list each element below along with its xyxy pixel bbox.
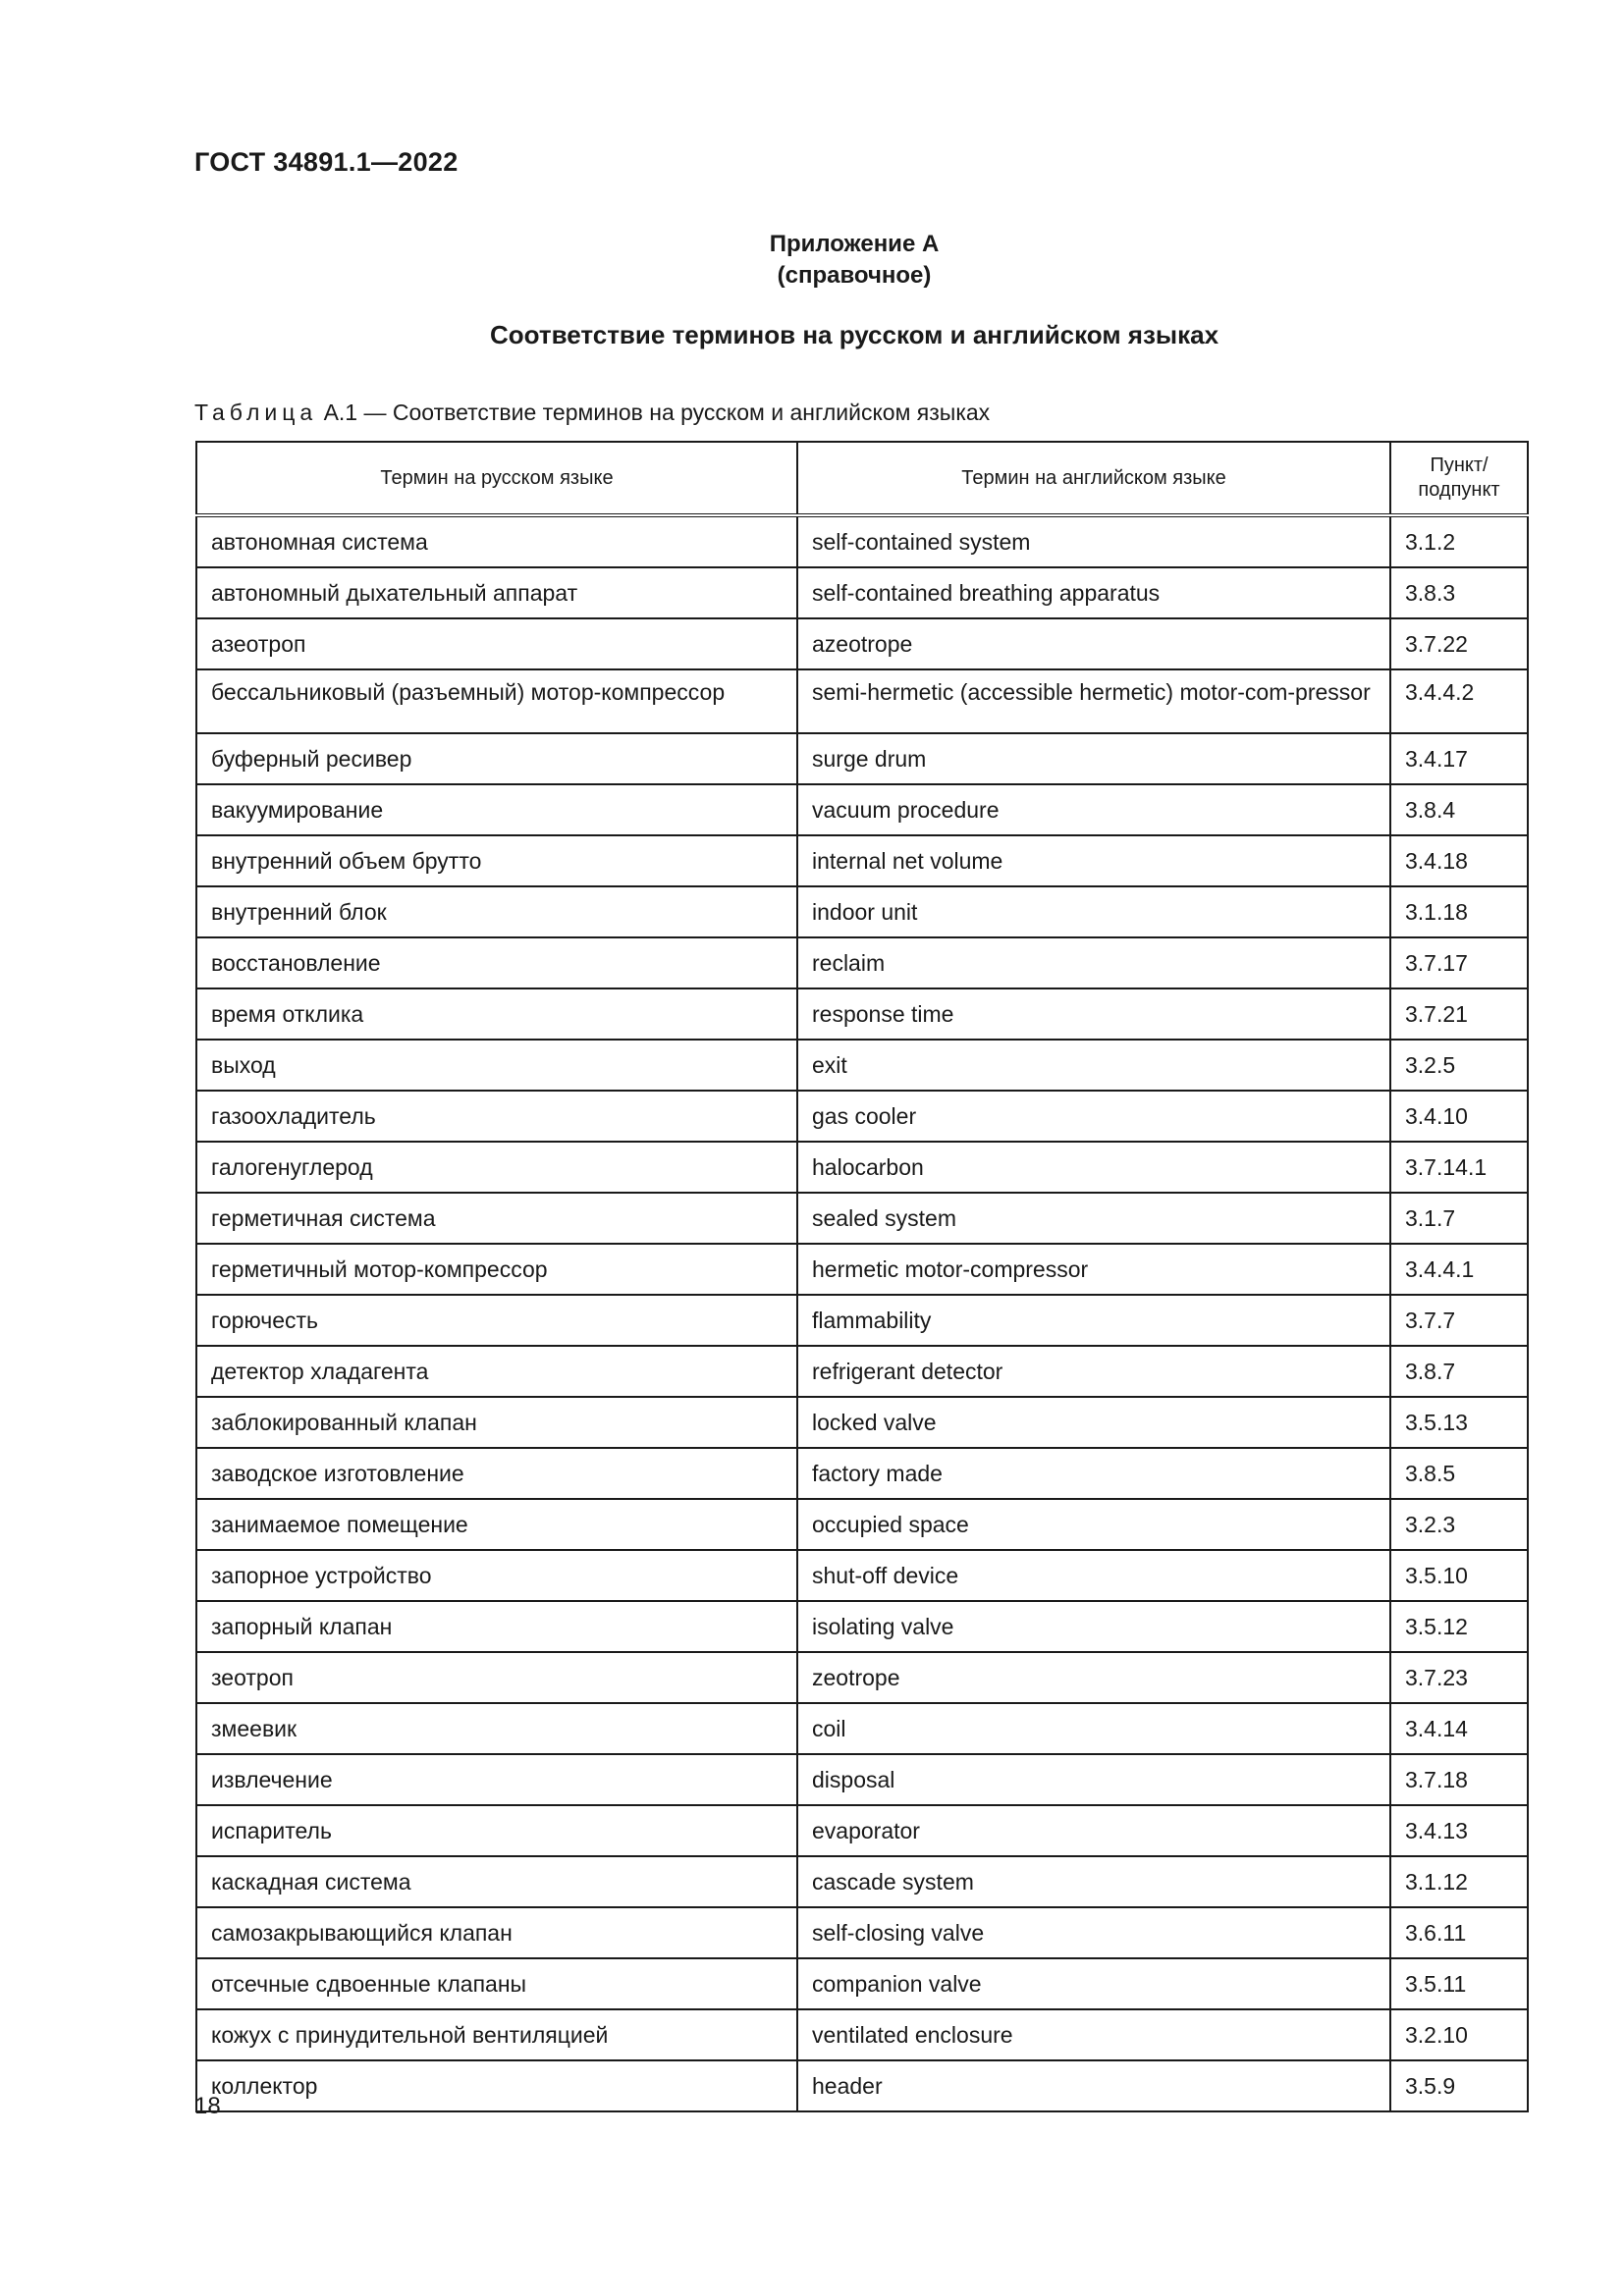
table-row	[196, 784, 1528, 835]
english-term-cell: factory made	[797, 1448, 1390, 1499]
table-row	[196, 835, 1528, 886]
english-term-cell: flammability	[797, 1295, 1390, 1346]
russian-term-cell: газоохладитель	[196, 1091, 797, 1142]
table-row	[196, 1703, 1528, 1754]
english-term-cell: occupied space	[797, 1499, 1390, 1550]
russian-term-cell: заводское изготовление	[196, 1448, 797, 1499]
clause-cell: 3.5.13	[1390, 1397, 1528, 1448]
column-header-english-term: Термин на английском языке	[797, 442, 1390, 515]
russian-term-cell: коллектор	[196, 2060, 797, 2111]
table-row	[196, 1805, 1528, 1856]
russian-term-cell: автономный дыхательный аппарат	[196, 567, 797, 618]
table-row	[196, 515, 1528, 567]
russian-term-cell: выход	[196, 1040, 797, 1091]
russian-term-cell: бессальниковый (разъемный) мотор-компрессор	[196, 669, 797, 733]
clause-cell: 3.1.12	[1390, 1856, 1528, 1907]
russian-term-cell: время отклика	[196, 988, 797, 1040]
table-row	[196, 1499, 1528, 1550]
english-term-cell: self-contained system	[797, 515, 1390, 567]
russian-term-cell: испаритель	[196, 1805, 797, 1856]
clause-cell: 3.5.10	[1390, 1550, 1528, 1601]
english-term-cell: ventilated enclosure	[797, 2009, 1390, 2060]
clause-cell: 3.4.18	[1390, 835, 1528, 886]
english-term-cell: self-contained breathing apparatus	[797, 567, 1390, 618]
english-term-cell: self-closing valve	[797, 1907, 1390, 1958]
russian-term-cell: заблокированный клапан	[196, 1397, 797, 1448]
clause-cell: 3.4.4.1	[1390, 1244, 1528, 1295]
table-row	[196, 1448, 1528, 1499]
clause-cell: 3.4.4.2	[1390, 669, 1528, 733]
russian-term-cell: запорное устройство	[196, 1550, 797, 1601]
english-term-cell: isolating valve	[797, 1601, 1390, 1652]
english-term-cell: hermetic motor-compressor	[797, 1244, 1390, 1295]
russian-term-cell: извлечение	[196, 1754, 797, 1805]
russian-term-cell: зеотроп	[196, 1652, 797, 1703]
english-term-cell: gas cooler	[797, 1091, 1390, 1142]
clause-cell: 3.1.7	[1390, 1193, 1528, 1244]
english-term-cell: semi-hermetic (accessible hermetic) motor-com-pressor	[797, 669, 1390, 733]
clause-cell: 3.4.10	[1390, 1091, 1528, 1142]
clause-cell: 3.7.22	[1390, 618, 1528, 669]
clause-cell: 3.4.13	[1390, 1805, 1528, 1856]
russian-term-cell: детектор хладагента	[196, 1346, 797, 1397]
clause-cell: 3.4.14	[1390, 1703, 1528, 1754]
clause-cell: 3.6.11	[1390, 1907, 1528, 1958]
english-term-cell: halocarbon	[797, 1142, 1390, 1193]
english-term-cell: response time	[797, 988, 1390, 1040]
clause-cell: 3.2.5	[1390, 1040, 1528, 1091]
table-row	[196, 1193, 1528, 1244]
clause-cell: 3.7.14.1	[1390, 1142, 1528, 1193]
page-number: 18	[194, 2093, 221, 2119]
terms-table-body	[196, 515, 1528, 2111]
column-header-clause: Пункт/ подпункт	[1390, 442, 1528, 515]
table-row	[196, 1907, 1528, 1958]
table-row	[196, 988, 1528, 1040]
russian-term-cell: восстановление	[196, 937, 797, 988]
table-row	[196, 1142, 1528, 1193]
annex-heading	[0, 229, 1624, 292]
table-row	[196, 669, 1528, 733]
clause-cell: 3.2.10	[1390, 2009, 1528, 2060]
table-row	[196, 886, 1528, 937]
table-row	[196, 1040, 1528, 1091]
clause-cell: 3.1.18	[1390, 886, 1528, 937]
clause-cell: 3.8.3	[1390, 567, 1528, 618]
russian-term-cell: горючесть	[196, 1295, 797, 1346]
table-row	[196, 567, 1528, 618]
clause-cell: 3.7.18	[1390, 1754, 1528, 1805]
table-row	[196, 1397, 1528, 1448]
russian-term-cell: змеевик	[196, 1703, 797, 1754]
clause-cell: 3.8.5	[1390, 1448, 1528, 1499]
table-row	[196, 1244, 1528, 1295]
table-row	[196, 1958, 1528, 2009]
russian-term-cell: внутренний блок	[196, 886, 797, 937]
english-term-cell: companion valve	[797, 1958, 1390, 2009]
english-term-cell: refrigerant detector	[797, 1346, 1390, 1397]
clause-cell: 3.5.9	[1390, 2060, 1528, 2111]
table-row	[196, 1346, 1528, 1397]
russian-term-cell: буферный ресивер	[196, 733, 797, 784]
clause-cell: 3.8.4	[1390, 784, 1528, 835]
clause-cell: 3.7.23	[1390, 1652, 1528, 1703]
english-term-cell: coil	[797, 1703, 1390, 1754]
clause-cell: 3.2.3	[1390, 1499, 1528, 1550]
english-term-cell: sealed system	[797, 1193, 1390, 1244]
english-term-cell: surge drum	[797, 733, 1390, 784]
english-term-cell: reclaim	[797, 937, 1390, 988]
table-row	[196, 1550, 1528, 1601]
table-row	[196, 1091, 1528, 1142]
english-term-cell: exit	[797, 1040, 1390, 1091]
table-caption-label: Таблица	[194, 400, 318, 425]
terms-table	[195, 441, 1529, 2112]
english-term-cell: internal net volume	[797, 835, 1390, 886]
russian-term-cell: автономная система	[196, 515, 797, 567]
english-term-cell: zeotrope	[797, 1652, 1390, 1703]
russian-term-cell: самозакрывающийся клапан	[196, 1907, 797, 1958]
english-term-cell: azeotrope	[797, 618, 1390, 669]
table-row	[196, 2009, 1528, 2060]
english-term-cell: shut-off device	[797, 1550, 1390, 1601]
table-row	[196, 618, 1528, 669]
russian-term-cell: запорный клапан	[196, 1601, 797, 1652]
clause-cell: 3.4.17	[1390, 733, 1528, 784]
table-row	[196, 1652, 1528, 1703]
clause-cell: 3.5.11	[1390, 1958, 1528, 2009]
table-row	[196, 1856, 1528, 1907]
clause-cell: 3.1.2	[1390, 515, 1528, 567]
english-term-cell: header	[797, 2060, 1390, 2111]
table-row	[196, 1754, 1528, 1805]
english-term-cell: disposal	[797, 1754, 1390, 1805]
russian-term-cell: занимаемое помещение	[196, 1499, 797, 1550]
russian-term-cell: отсечные сдвоенные клапаны	[196, 1958, 797, 2009]
english-term-cell: vacuum procedure	[797, 784, 1390, 835]
clause-cell: 3.5.12	[1390, 1601, 1528, 1652]
terms-table-header	[196, 442, 1528, 515]
english-term-cell: locked valve	[797, 1397, 1390, 1448]
table-row	[196, 937, 1528, 988]
table-caption-text: А.1 — Соответствие терминов на русском и английском языках	[317, 400, 991, 425]
russian-term-cell: кожух с принудительной вентиляцией	[196, 2009, 797, 2060]
annex-subtitle: (справочное)	[777, 262, 932, 289]
table-row	[196, 733, 1528, 784]
column-header-russian-term: Термин на русском языке	[196, 442, 797, 515]
table-row	[196, 1295, 1528, 1346]
english-term-cell: evaporator	[797, 1805, 1390, 1856]
clause-cell: 3.7.17	[1390, 937, 1528, 988]
english-term-cell: cascade system	[797, 1856, 1390, 1907]
russian-term-cell: внутренний объем брутто	[196, 835, 797, 886]
english-term-cell: indoor unit	[797, 886, 1390, 937]
table-row	[196, 2060, 1528, 2111]
table-row	[196, 1601, 1528, 1652]
russian-term-cell: герметичный мотор-компрессор	[196, 1244, 797, 1295]
document-code: ГОСТ 34891.1—2022	[194, 147, 459, 177]
russian-term-cell: вакуумирование	[196, 784, 797, 835]
annex-title: Приложение А	[769, 231, 940, 257]
russian-term-cell: галогенуглерод	[196, 1142, 797, 1193]
clause-cell: 3.7.21	[1390, 988, 1528, 1040]
russian-term-cell: азеотроп	[196, 618, 797, 669]
table-caption	[194, 400, 990, 426]
section-title: Соответствие терминов на русском и английском языках	[489, 320, 1219, 349]
russian-term-cell: герметичная система	[196, 1193, 797, 1244]
russian-term-cell: каскадная система	[196, 1856, 797, 1907]
clause-cell: 3.7.7	[1390, 1295, 1528, 1346]
clause-cell: 3.8.7	[1390, 1346, 1528, 1397]
